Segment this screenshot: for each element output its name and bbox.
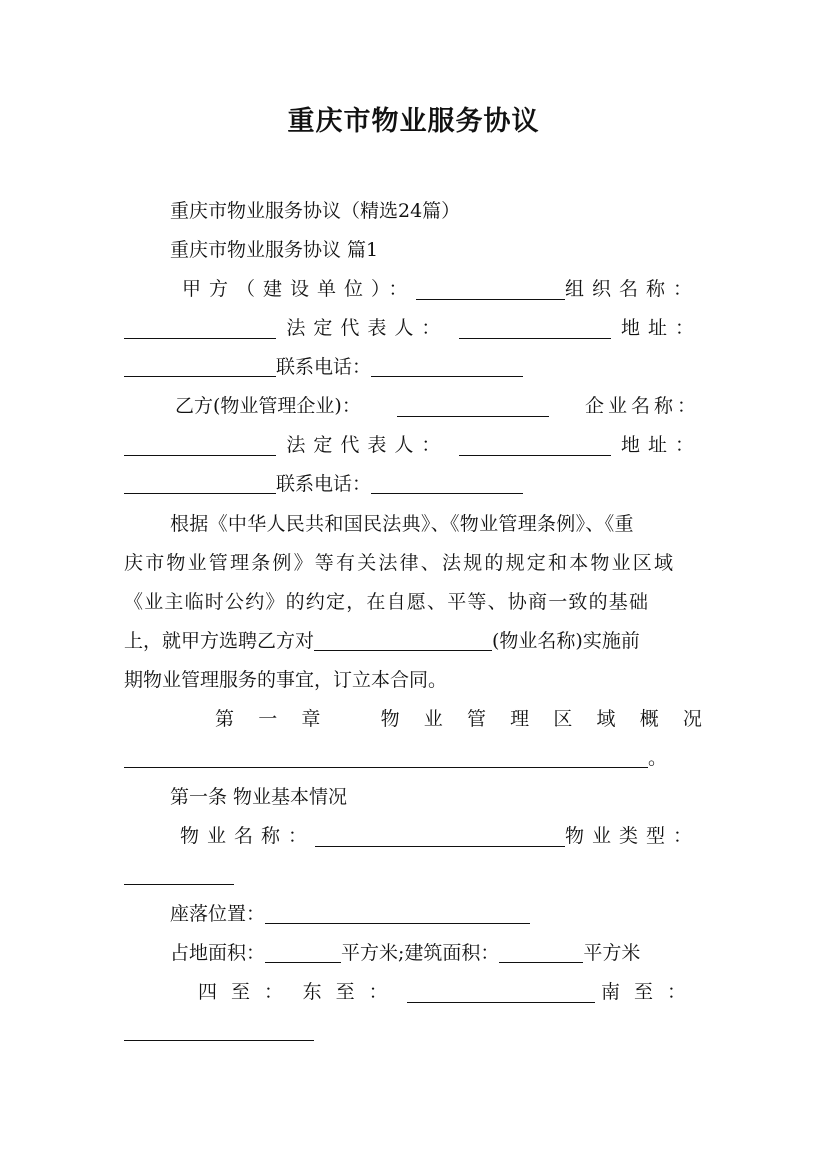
property-type-field[interactable] bbox=[124, 864, 234, 885]
chapter-1-char: 理 bbox=[510, 708, 530, 730]
party-a-blank[interactable] bbox=[416, 279, 565, 300]
boundaries-label: 四至： bbox=[198, 981, 298, 1003]
east-field[interactable] bbox=[407, 982, 595, 1003]
south-row bbox=[124, 1016, 702, 1046]
party-a-org-name-label: 组织名称： bbox=[564, 278, 700, 300]
south-field[interactable] bbox=[124, 1020, 314, 1041]
location-label: 座落位置： bbox=[170, 903, 266, 925]
property-type-row bbox=[124, 860, 702, 890]
location-row bbox=[170, 899, 700, 929]
land-area-field[interactable] bbox=[265, 942, 341, 963]
party-a-row3 bbox=[124, 352, 702, 382]
property-row bbox=[180, 821, 700, 851]
article-1-heading: 第一条 物业基本情况 bbox=[170, 786, 348, 808]
preamble-line-4 bbox=[124, 626, 702, 656]
preamble-line-3: 《业主临时公约》的约定，在自愿、平等、协商一致的基础 bbox=[124, 591, 650, 613]
sqm-unit: 平方米 bbox=[583, 942, 641, 964]
chapter-heading: 重庆市物业服务协议 篇1 bbox=[170, 239, 379, 261]
south-label: 南至： bbox=[600, 981, 700, 1003]
chapter-1-char: 物 bbox=[380, 708, 400, 730]
chapter-1-char: 章 bbox=[301, 708, 321, 730]
east-label: 东至： bbox=[302, 981, 402, 1003]
party-a-org-name-blank[interactable] bbox=[124, 318, 276, 339]
land-area-label: 占地面积： bbox=[170, 942, 266, 964]
party-a-row1 bbox=[182, 274, 700, 304]
chapter-1-blank[interactable] bbox=[124, 747, 648, 768]
chapter-1-char: 况 bbox=[682, 708, 702, 730]
chapter-1-end-mark: 。 bbox=[648, 747, 668, 769]
chapter-1-char: 概 bbox=[639, 708, 659, 730]
boundaries-row bbox=[198, 977, 700, 1007]
party-b-legal-rep-blank[interactable] bbox=[459, 435, 611, 456]
party-b-phone-blank[interactable] bbox=[371, 473, 523, 494]
party-b-blank[interactable] bbox=[397, 396, 549, 417]
document-title: 重庆市物业服务协议 bbox=[287, 106, 540, 137]
party-a-label: 甲方（建设单位）： bbox=[182, 278, 416, 300]
party-a-phone-blank[interactable] bbox=[371, 356, 523, 377]
selection-note: 重庆市物业服务协议（精选24篇） bbox=[170, 200, 461, 222]
party-a-address-label: 地址： bbox=[620, 317, 702, 339]
party-a-phone-label: 联系电话： bbox=[276, 356, 372, 378]
chapter-1-char: 域 bbox=[596, 708, 616, 730]
preamble-line-5: 期物业管理服务的事宜，订立本合同。 bbox=[124, 669, 448, 691]
party-b-label: 乙方(物业管理企业)： bbox=[175, 395, 361, 417]
property-name-field[interactable] bbox=[315, 826, 565, 847]
preamble-line-4a: 上，就甲方选聘乙方对 bbox=[124, 630, 315, 652]
party-a-legal-rep-label: 法定代表人： bbox=[286, 317, 449, 339]
chapter-1-char: 区 bbox=[553, 708, 573, 730]
building-area-field[interactable] bbox=[499, 942, 583, 963]
chapter-1-heading bbox=[215, 704, 702, 734]
building-area-label: 平方米;建筑面积： bbox=[341, 942, 500, 964]
chapter-1-underline-row bbox=[124, 743, 702, 773]
property-name-label: 物业名称： bbox=[180, 825, 316, 847]
location-field[interactable] bbox=[265, 903, 530, 924]
party-b-company-name-label: 企业名称： bbox=[584, 395, 700, 417]
chapter-1-char: 一 bbox=[258, 708, 278, 730]
property-name-blank[interactable] bbox=[314, 630, 492, 651]
preamble-line-4b: (物业名称)实施前 bbox=[492, 630, 640, 652]
party-b-row3 bbox=[124, 469, 702, 499]
chapter-1-char: 管 bbox=[466, 708, 486, 730]
party-a-address-blank[interactable] bbox=[124, 356, 276, 377]
party-b-row2 bbox=[124, 430, 702, 460]
party-b-legal-rep-label: 法定代表人： bbox=[286, 434, 449, 456]
party-b-address-blank[interactable] bbox=[124, 473, 276, 494]
party-b-row1 bbox=[175, 391, 700, 421]
party-a-legal-rep-blank[interactable] bbox=[459, 318, 611, 339]
party-b-company-name-blank[interactable] bbox=[124, 435, 276, 456]
party-a-row2 bbox=[124, 313, 702, 343]
party-b-address-label: 地址： bbox=[620, 434, 702, 456]
chapter-1-char: 第 bbox=[215, 708, 235, 730]
preamble-line-2: 庆市物业管理条例》等有关法律、法规的规定和本物业区域 bbox=[124, 552, 676, 574]
chapter-1-char: 业 bbox=[423, 708, 443, 730]
area-row bbox=[170, 938, 702, 968]
preamble-line-1: 根据《中华人民共和国民法典》、《物业管理条例》、《重 bbox=[170, 513, 634, 535]
party-b-phone-label: 联系电话： bbox=[276, 473, 372, 495]
property-type-label: 物业类型： bbox=[564, 825, 700, 847]
